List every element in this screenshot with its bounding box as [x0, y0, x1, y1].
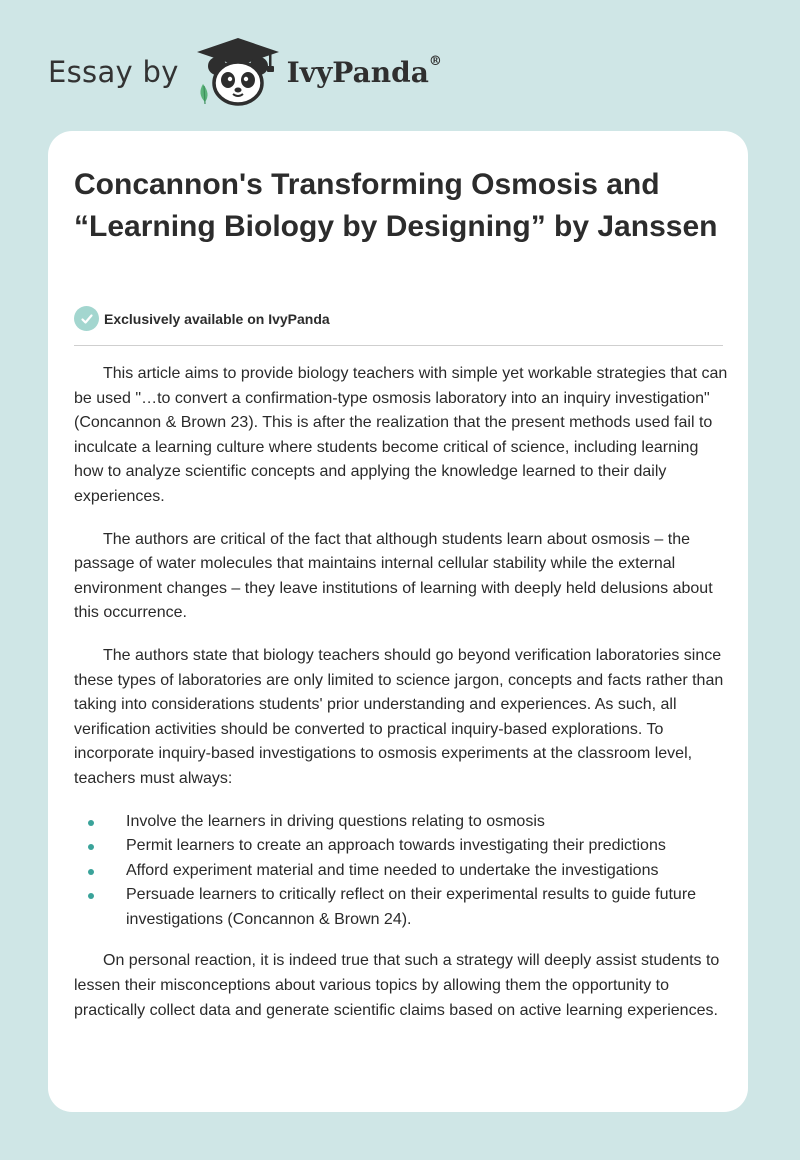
essay-card [48, 131, 748, 1112]
check-circle-icon [74, 306, 99, 331]
brand-name-text: IvyPanda [286, 55, 429, 89]
essay-title: Concannon's Transforming Osmosis and “Learning Biology by Designing” by Janssen [74, 168, 718, 243]
paragraph: On personal reaction, it is indeed true that such a strategy will deeply assist students to lessen their misconceptions about various topics by allowing them the opportunity to practically collect data and generate scientific claims based on active learning experiences. [74, 952, 720, 1019]
registered-mark: ® [428, 53, 442, 69]
bullet-list [74, 810, 729, 933]
brand-name [286, 53, 442, 89]
paragraph: The authors are critical of the fact that although students learn about osmosis – the passage of water molecules that maintains internal cellular stability while the external environment changes – they leave institutions of learning with deeply held delusions about this occurrence. [74, 530, 713, 622]
divider [74, 345, 723, 346]
checkmark-glyph [80, 312, 94, 326]
list-item-text: Permit learners to create an approach towards investigating their predictions [126, 837, 666, 855]
list-item-text: Afford experiment material and time needed to undertake the investigations [126, 861, 659, 879]
brand-header [48, 36, 442, 108]
exclusive-badge [74, 306, 330, 331]
bullet-dot [88, 844, 94, 850]
bullet-dot [88, 869, 94, 875]
bullet-dot [88, 820, 94, 826]
panda-graduate-logo[interactable] [195, 36, 281, 108]
bullet-dot [88, 893, 94, 899]
paragraph: This article aims to provide biology teachers with simple yet workable strategies that can be used "…to convert a confirmation-type osmosis laboratory into an inquiry investigation" (Concannon & Brown 23). This is after the realization that the present methods used fail to inculcate a learning culture where students become critical of science, including learning how to analyze scientific concepts and applying the knowledge learned to their daily experiences. [74, 365, 728, 505]
list-item [74, 834, 729, 859]
exclusive-label: Exclusively available on IvyPanda [104, 310, 330, 327]
list-item [74, 859, 729, 884]
list-item-text: Involve the learners in driving questions relating to osmosis [126, 812, 545, 830]
list-item-text: Persuade learners to critically reflect on their experimental results to guide future investigations (Concannon & Brown 24). [126, 886, 697, 928]
brand-prefix: Essay by [48, 55, 179, 89]
paragraph: The authors state that biology teachers should go beyond verification laboratories since these types of laboratories are only limited to science jargon, concepts and facts rather than taking into considerations students' prior understanding and experiences. As such, all verification activities should be converted to practical inquiry-based explorations. To incorporate inquiry-based investigations to osmosis experiments at the classroom level, teachers must always: [74, 646, 724, 787]
list-item [74, 883, 729, 932]
essay-body [74, 362, 729, 1041]
list-item [74, 810, 729, 835]
